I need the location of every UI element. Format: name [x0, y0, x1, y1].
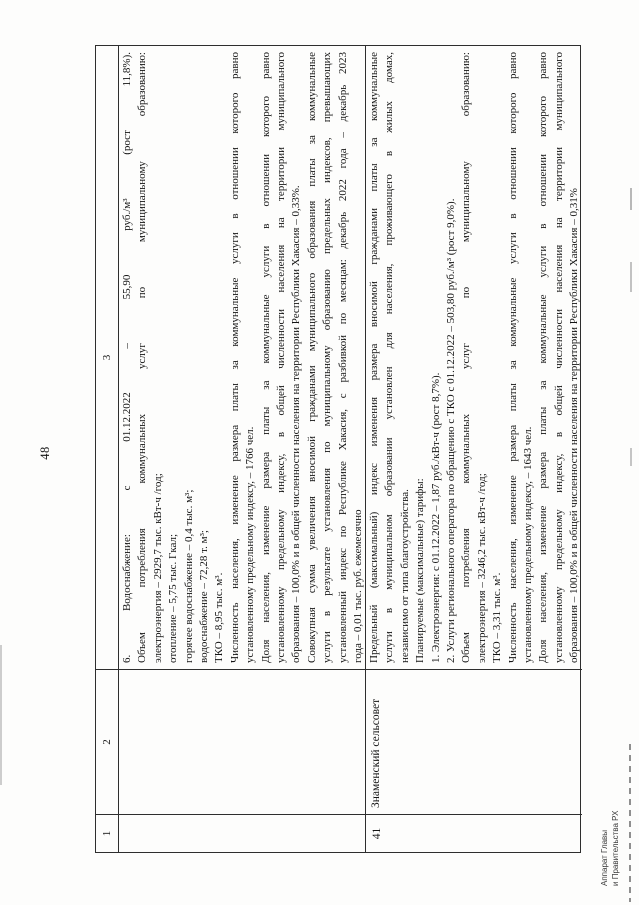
office-stamp: [600, 766, 621, 886]
scan-artifact-mark: [630, 262, 632, 292]
page-number: 48: [38, 446, 52, 460]
text-line: 1. Электроэнергия: с 01.12.2022 – 1,87 руб./кВт-ч (рост 8,7%).: [429, 372, 442, 663]
scan-artifact-mark: [630, 188, 632, 210]
text-line: отопление – 5,75 тыс. Гкал;: [167, 533, 180, 663]
text-line: услуги в муниципальном образовании установлен для населения, проживающего в жилых домах,: [383, 52, 396, 663]
text-line: установленному предельному индексу, в общей численности населения на территории муниципального: [275, 52, 288, 663]
text-line: Доля населения, изменение размера платы за коммунальные услуги в отношении которого равно: [259, 52, 272, 663]
description-cell: [366, 46, 582, 669]
text-line: года – 0,01 тыс. руб. ежемесячно: [352, 509, 365, 663]
header-cell-col3: 3: [96, 46, 119, 669]
text-line: Объем потребления коммунальных услуг по муниципальному образованию:: [136, 52, 149, 663]
description-cell: [119, 46, 366, 669]
text-line: установленному предельному индексу, – 1643 чел.: [522, 426, 535, 663]
header-cell-col2: 2: [96, 669, 119, 814]
text-line: независимо от типа благоустройства.: [398, 489, 411, 663]
header-cell-col1: 1: [96, 814, 119, 852]
text-line: Численность населения, изменение размера платы за коммунальные услуги в отношении которого равно: [506, 52, 519, 663]
text-line: Доля населения, изменение размера платы за коммунальные услуги в отношении которого равно: [537, 52, 550, 663]
text-line: Численность населения, изменение размера платы за коммунальные услуги в отношении которого равно: [228, 52, 241, 663]
scan-artifact-mark: [630, 448, 632, 466]
text-line: Предельный (максимальный) индекс изменения размера вносимой гражданами платы за коммунальные: [368, 52, 380, 663]
text-line: водоснабжение – 72,28 т. м³;: [198, 530, 211, 663]
scan-artifact-dashed-line: [629, 744, 631, 902]
text-line: установленному предельному индексу, в общей численности населения на территории муниципального: [552, 52, 565, 663]
office-stamp-line1: Аппарат Главы: [600, 829, 609, 886]
text-line: образования – 100,0% и в общей численности населения на территории Республики Хакасия – 0,33%.: [290, 185, 303, 663]
text-line: электроэнергия – 2929,7 тыс. кВт-ч /год;: [151, 473, 164, 663]
text-line: Совокупная сумма увеличения вносимой гражданами муниципального образования платы за коммунальные: [305, 52, 318, 663]
text-line: образования – 100,0% и в общей численности населения на территории Республики Хакасия – 0,31%: [568, 188, 581, 663]
text-line: установленный индекс по Республике Хакасия, с разбивкой по месяцам: декабрь 2022 года – декабрь 2023: [336, 52, 349, 663]
row-number-cell: 41: [366, 814, 582, 852]
text-line: ТКО – 3,31 тыс. м³.: [491, 572, 504, 663]
text-line: ТКО – 8,95 тыс. м³.: [213, 572, 226, 663]
scan-artifact-edge-shadow: [0, 645, 2, 785]
tariff-table: [95, 45, 581, 853]
text-line: Планируемые (максимальные) тарифы:: [414, 478, 427, 663]
text-line: Объем потребления коммунальных услуг по муниципальному образованию:: [460, 52, 473, 663]
row-number-cell: [119, 814, 366, 852]
text-line: 2. Услуги регионального оператора по обращению с ТКО с 01.12.2022 – 503,80 руб./м³ (рост 9,0%).: [445, 198, 458, 663]
text-line: установленному предельному индексу, – 1766 чел.: [244, 426, 257, 663]
municipality-name-cell: Знаменский сельсовет: [366, 669, 582, 814]
office-stamp-line2: и Правительства РХ: [610, 810, 620, 886]
text-line: горячее водоснабжение – 0,4 тыс. м³;: [182, 489, 195, 663]
text-line: электроэнергия – 3246,2 тыс. кВт-ч /год;: [475, 473, 488, 663]
text-line: 6. Водоснабжение: с 01.12.2022 – 55,90 руб./м³ (рост 11,8%).: [121, 52, 133, 663]
municipality-name-cell: [119, 669, 366, 814]
text-line: услуги в результате установления по муниципальному образованию предельных индексов, превышающих: [321, 52, 334, 663]
